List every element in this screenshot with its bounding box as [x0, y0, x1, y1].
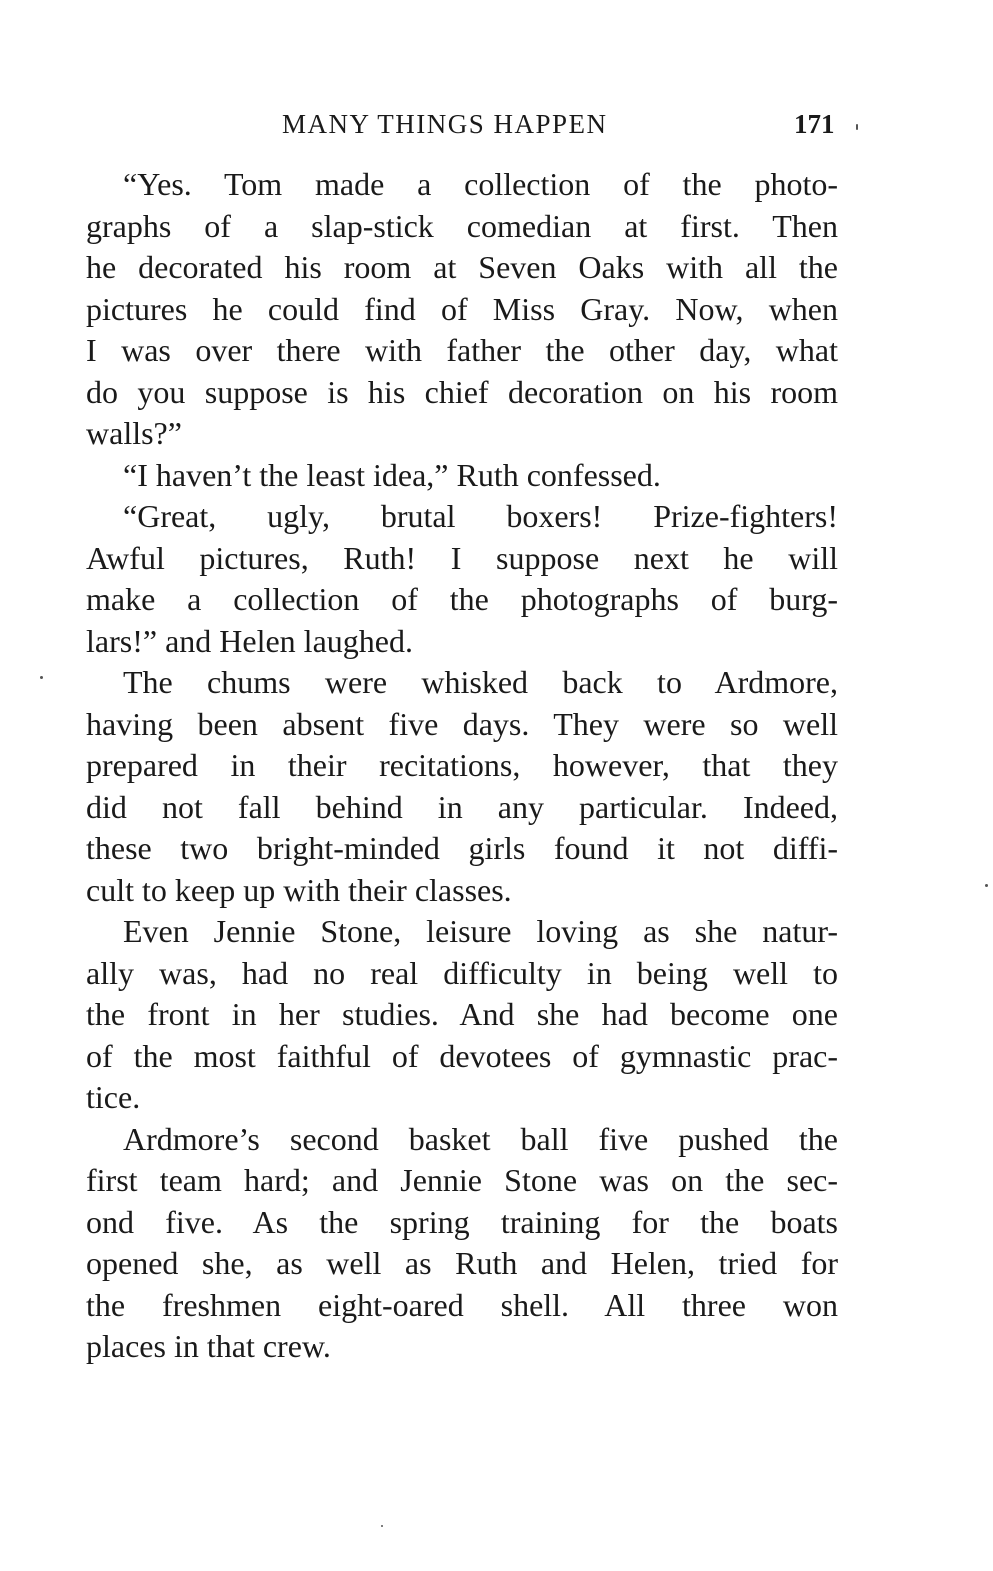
- text-line: do you suppose is his chief decoration on his room: [86, 373, 838, 410]
- text-line: ally was, had no real difficulty in being well to: [86, 954, 838, 991]
- text-line: Awful pictures, Ruth! I suppose next he will: [86, 539, 838, 576]
- text-line: “Yes. Tom made a collection of the photo-: [123, 166, 838, 202]
- body-text: [86, 164, 838, 1368]
- text-line: cult to keep up with their classes.: [86, 871, 512, 908]
- text-line: lars!” and Helen laughed.: [86, 622, 413, 659]
- paragraph: [86, 662, 838, 911]
- text-line: pictures he could find of Miss Gray. Now, when: [86, 290, 838, 327]
- text-line: the front in her studies. And she had become one: [86, 996, 838, 1032]
- scan-speck: [856, 124, 858, 130]
- text-line: these two bright-minded girls found it not diffi-: [86, 830, 838, 866]
- text-line: walls?”: [86, 415, 182, 451]
- running-header: [0, 104, 993, 144]
- text-line: Ardmore’s second basket ball five pushed the: [123, 1120, 838, 1157]
- page-number: 171: [794, 109, 835, 139]
- text-line: tice.: [86, 1079, 141, 1115]
- text-line: Even Jennie Stone, leisure loving as she natur-: [123, 913, 838, 949]
- text-line: “Great, ugly, brutal boxers! Prize-fighters!: [123, 498, 838, 534]
- text-line: graphs of a slap-stick comedian at first. Then: [86, 207, 838, 244]
- paragraph: [86, 1119, 838, 1368]
- scan-speck: [40, 676, 43, 679]
- paragraph: [86, 455, 838, 497]
- text-line: having been absent five days. They were so well: [86, 705, 838, 742]
- text-line: The chums were whisked back to Ardmore,: [123, 664, 838, 700]
- scan-speck: [985, 884, 988, 887]
- text-line: make a collection of the photographs of burg-: [86, 581, 838, 617]
- text-line: first team hard; and Jennie Stone was on the sec-: [86, 1162, 838, 1198]
- text-line: ond five. As the spring training for the boats: [86, 1203, 838, 1240]
- text-line: “I haven’t the least idea,” Ruth confessed.: [123, 456, 661, 493]
- text-line: I was over there with father the other day, what: [86, 332, 838, 368]
- running-head-title: MANY THINGS HAPPEN: [282, 109, 608, 139]
- paragraph: [86, 496, 838, 662]
- scan-speck: [381, 1525, 383, 1527]
- text-line: places in that crew.: [86, 1328, 331, 1364]
- text-line: did not fall behind in any particular. Indeed,: [86, 788, 838, 825]
- text-line: of the most faithful of devotees of gymnastic prac-: [86, 1037, 838, 1074]
- paragraph: [86, 911, 838, 1119]
- text-line: the freshmen eight-oared shell. All three won: [86, 1286, 838, 1323]
- text-line: he decorated his room at Seven Oaks with all the: [86, 249, 838, 285]
- text-line: opened she, as well as Ruth and Helen, tried for: [86, 1245, 838, 1281]
- text-line: prepared in their recitations, however, that they: [86, 747, 838, 783]
- paragraph: [86, 164, 838, 455]
